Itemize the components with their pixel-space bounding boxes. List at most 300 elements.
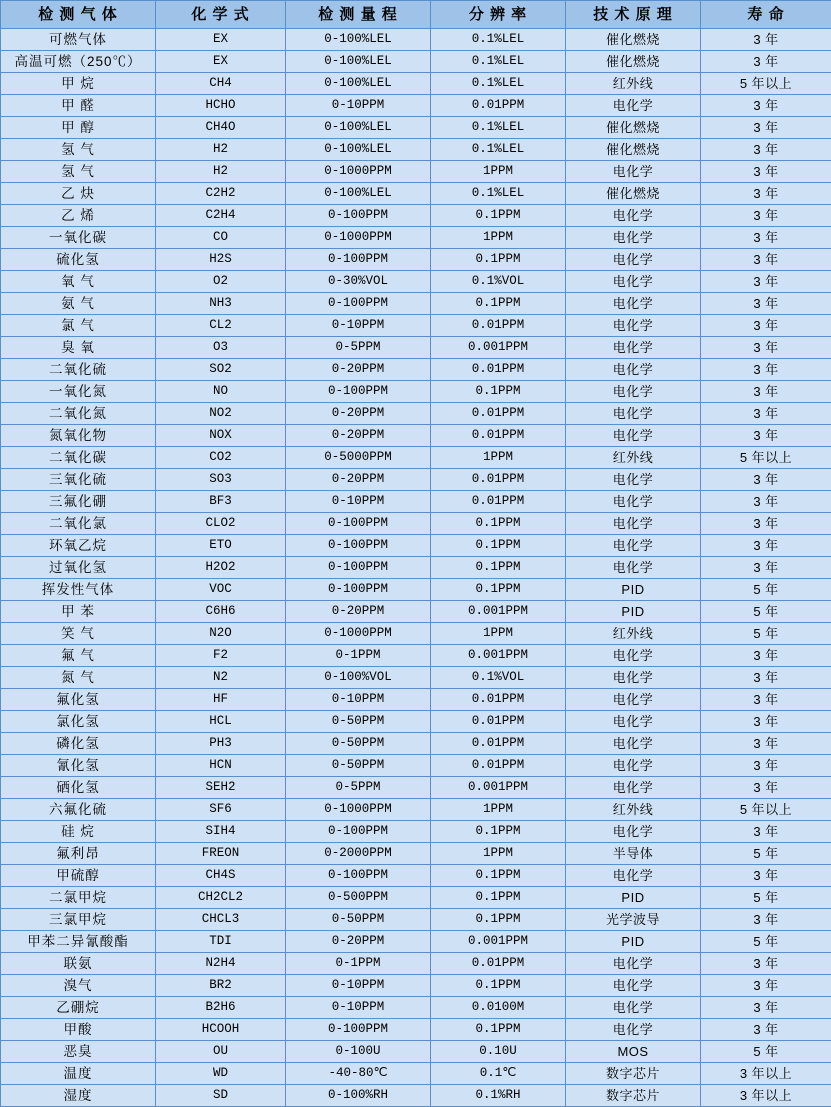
cell-technology: 电化学 — [566, 227, 701, 249]
cell-range: 0-100%RH — [286, 1085, 431, 1107]
cell-lifetime: 3 年 — [701, 975, 831, 997]
cell-gas: 氰化氢 — [1, 755, 156, 777]
cell-formula: BR2 — [156, 975, 286, 997]
cell-gas: 氟 气 — [1, 645, 156, 667]
cell-technology: 电化学 — [566, 293, 701, 315]
cell-gas: 乙 烯 — [1, 205, 156, 227]
cell-lifetime: 3 年 — [701, 337, 831, 359]
cell-resolution: 0.01PPM — [431, 359, 566, 381]
cell-formula: N2H4 — [156, 953, 286, 975]
cell-formula: BF3 — [156, 491, 286, 513]
cell-resolution: 0.1PPM — [431, 205, 566, 227]
cell-range: 0-10PPM — [286, 689, 431, 711]
cell-range: 0-500PPM — [286, 887, 431, 909]
cell-technology: 电化学 — [566, 535, 701, 557]
table-row — [1, 755, 831, 777]
cell-lifetime: 3 年 — [701, 381, 831, 403]
cell-range: 0-5PPM — [286, 777, 431, 799]
cell-gas: 氟化氢 — [1, 689, 156, 711]
cell-lifetime: 5 年 — [701, 623, 831, 645]
cell-gas: 一氧化氮 — [1, 381, 156, 403]
table-row — [1, 821, 831, 843]
cell-lifetime: 3 年 — [701, 645, 831, 667]
table-row — [1, 865, 831, 887]
cell-gas: 笑 气 — [1, 623, 156, 645]
cell-gas: 环氧乙烷 — [1, 535, 156, 557]
cell-technology: 电化学 — [566, 469, 701, 491]
cell-formula: NH3 — [156, 293, 286, 315]
cell-formula: SEH2 — [156, 777, 286, 799]
cell-technology: 数字芯片 — [566, 1063, 701, 1085]
cell-lifetime: 3 年 — [701, 139, 831, 161]
cell-technology: 红外线 — [566, 799, 701, 821]
cell-resolution: 0.1%LEL — [431, 51, 566, 73]
column-header-lifetime: 寿 命 — [701, 1, 831, 29]
cell-formula: CO2 — [156, 447, 286, 469]
cell-lifetime: 3 年 — [701, 491, 831, 513]
table-row — [1, 579, 831, 601]
cell-resolution: 0.1PPM — [431, 975, 566, 997]
cell-resolution: 0.10U — [431, 1041, 566, 1063]
cell-formula: CLO2 — [156, 513, 286, 535]
cell-gas: 氨 气 — [1, 293, 156, 315]
cell-lifetime: 5 年 — [701, 887, 831, 909]
cell-technology: PID — [566, 579, 701, 601]
cell-lifetime: 3 年 — [701, 667, 831, 689]
cell-resolution: 0.001PPM — [431, 601, 566, 623]
cell-formula: H2S — [156, 249, 286, 271]
table-row — [1, 29, 831, 51]
cell-gas: 甲硫醇 — [1, 865, 156, 887]
cell-gas: 氮 气 — [1, 667, 156, 689]
cell-technology: 电化学 — [566, 667, 701, 689]
cell-gas: 氯化氢 — [1, 711, 156, 733]
cell-technology: 电化学 — [566, 403, 701, 425]
table-row — [1, 469, 831, 491]
cell-gas: 溴气 — [1, 975, 156, 997]
table-row — [1, 953, 831, 975]
cell-formula: C2H4 — [156, 205, 286, 227]
cell-gas: 氯 气 — [1, 315, 156, 337]
table-row — [1, 535, 831, 557]
table-row — [1, 623, 831, 645]
table-row — [1, 931, 831, 953]
cell-formula: HCL — [156, 711, 286, 733]
cell-resolution: 0.0100M — [431, 997, 566, 1019]
cell-range: 0-1PPM — [286, 953, 431, 975]
cell-gas: 甲 醛 — [1, 95, 156, 117]
table-row — [1, 997, 831, 1019]
cell-technology: 红外线 — [566, 447, 701, 469]
cell-technology: 电化学 — [566, 161, 701, 183]
cell-lifetime: 5 年 — [701, 931, 831, 953]
cell-resolution: 0.1PPM — [431, 557, 566, 579]
cell-technology: 电化学 — [566, 513, 701, 535]
table-row — [1, 909, 831, 931]
cell-gas: 高温可燃（250℃） — [1, 51, 156, 73]
cell-formula: N2 — [156, 667, 286, 689]
table-row — [1, 843, 831, 865]
cell-lifetime: 3 年 — [701, 227, 831, 249]
cell-formula: VOC — [156, 579, 286, 601]
table-row — [1, 1085, 831, 1107]
cell-gas: 一氧化碳 — [1, 227, 156, 249]
cell-technology: MOS — [566, 1041, 701, 1063]
cell-range: 0-100PPM — [286, 381, 431, 403]
cell-technology: PID — [566, 601, 701, 623]
table-row — [1, 381, 831, 403]
table-row — [1, 117, 831, 139]
table-row — [1, 271, 831, 293]
cell-gas: 二氯甲烷 — [1, 887, 156, 909]
cell-resolution: 0.1PPM — [431, 249, 566, 271]
cell-formula: SF6 — [156, 799, 286, 821]
cell-lifetime: 3 年 — [701, 403, 831, 425]
cell-technology: 电化学 — [566, 271, 701, 293]
cell-technology: 光学波导 — [566, 909, 701, 931]
cell-technology: 电化学 — [566, 645, 701, 667]
table-header-row — [1, 1, 831, 29]
cell-formula: H2 — [156, 161, 286, 183]
cell-technology: PID — [566, 931, 701, 953]
table-row — [1, 359, 831, 381]
cell-range: 0-1000PPM — [286, 227, 431, 249]
cell-formula: SO3 — [156, 469, 286, 491]
table-row — [1, 887, 831, 909]
table-row — [1, 601, 831, 623]
cell-technology: 电化学 — [566, 865, 701, 887]
cell-range: -40-80℃ — [286, 1063, 431, 1085]
cell-range: 0-100PPM — [286, 293, 431, 315]
cell-resolution: 0.01PPM — [431, 953, 566, 975]
cell-technology: 电化学 — [566, 777, 701, 799]
cell-lifetime: 3 年 — [701, 95, 831, 117]
cell-gas: 硅 烷 — [1, 821, 156, 843]
cell-formula: CH4 — [156, 73, 286, 95]
cell-formula: HCN — [156, 755, 286, 777]
cell-formula: HF — [156, 689, 286, 711]
cell-gas: 温度 — [1, 1063, 156, 1085]
cell-lifetime: 3 年 — [701, 557, 831, 579]
cell-formula: CHCL3 — [156, 909, 286, 931]
table-row — [1, 645, 831, 667]
table-body — [1, 29, 831, 1107]
table-row — [1, 1019, 831, 1041]
cell-technology: 电化学 — [566, 557, 701, 579]
cell-lifetime: 3 年 — [701, 293, 831, 315]
cell-lifetime: 3 年 — [701, 1019, 831, 1041]
cell-lifetime: 3 年 — [701, 953, 831, 975]
cell-resolution: 0.1PPM — [431, 887, 566, 909]
cell-range: 0-10PPM — [286, 975, 431, 997]
cell-lifetime: 5 年 — [701, 579, 831, 601]
cell-formula: TDI — [156, 931, 286, 953]
column-header-gas: 检 测 气 体 — [1, 1, 156, 29]
cell-formula: O3 — [156, 337, 286, 359]
cell-range: 0-2000PPM — [286, 843, 431, 865]
cell-lifetime: 3 年 — [701, 359, 831, 381]
cell-range: 0-10PPM — [286, 95, 431, 117]
table-row — [1, 337, 831, 359]
cell-resolution: 0.1%LEL — [431, 117, 566, 139]
cell-resolution: 0.1PPM — [431, 293, 566, 315]
cell-range: 0-100PPM — [286, 513, 431, 535]
cell-formula: HCOOH — [156, 1019, 286, 1041]
table-row — [1, 183, 831, 205]
column-header-range: 检 测 量 程 — [286, 1, 431, 29]
cell-range: 0-100PPM — [286, 535, 431, 557]
cell-lifetime: 3 年 — [701, 755, 831, 777]
cell-gas: 乙 炔 — [1, 183, 156, 205]
cell-resolution: 0.1%LEL — [431, 29, 566, 51]
cell-gas: 恶臭 — [1, 1041, 156, 1063]
table-row — [1, 689, 831, 711]
cell-lifetime: 3 年 — [701, 205, 831, 227]
cell-formula: CH4O — [156, 117, 286, 139]
cell-lifetime: 3 年以上 — [701, 1063, 831, 1085]
cell-resolution: 0.001PPM — [431, 777, 566, 799]
cell-technology: 电化学 — [566, 689, 701, 711]
cell-lifetime: 3 年 — [701, 513, 831, 535]
table-row — [1, 403, 831, 425]
cell-technology: 电化学 — [566, 381, 701, 403]
cell-gas: 甲酸 — [1, 1019, 156, 1041]
table-header — [1, 1, 831, 29]
column-header-formula: 化 学 式 — [156, 1, 286, 29]
cell-lifetime: 5 年以上 — [701, 799, 831, 821]
cell-technology: 催化燃烧 — [566, 29, 701, 51]
cell-resolution: 0.01PPM — [431, 491, 566, 513]
cell-range: 0-50PPM — [286, 711, 431, 733]
cell-resolution: 0.1PPM — [431, 1019, 566, 1041]
cell-gas: 过氧化氢 — [1, 557, 156, 579]
table-row — [1, 513, 831, 535]
cell-lifetime: 5 年以上 — [701, 73, 831, 95]
cell-technology: 红外线 — [566, 73, 701, 95]
table-row — [1, 1063, 831, 1085]
cell-resolution: 0.1PPM — [431, 865, 566, 887]
cell-technology: 电化学 — [566, 821, 701, 843]
table-row — [1, 1041, 831, 1063]
cell-resolution: 0.01PPM — [431, 95, 566, 117]
cell-range: 0-30%VOL — [286, 271, 431, 293]
cell-gas: 二氧化碳 — [1, 447, 156, 469]
cell-lifetime: 5 年以上 — [701, 447, 831, 469]
cell-lifetime: 3 年 — [701, 535, 831, 557]
cell-resolution: 0.1%VOL — [431, 271, 566, 293]
cell-resolution: 0.1%LEL — [431, 73, 566, 95]
cell-gas: 挥发性气体 — [1, 579, 156, 601]
cell-range: 0-100%LEL — [286, 183, 431, 205]
cell-range: 0-1PPM — [286, 645, 431, 667]
cell-gas: 氢 气 — [1, 161, 156, 183]
cell-gas: 氧 气 — [1, 271, 156, 293]
cell-lifetime: 3 年 — [701, 249, 831, 271]
cell-gas: 氟利昂 — [1, 843, 156, 865]
cell-technology: 电化学 — [566, 95, 701, 117]
cell-gas: 臭 氧 — [1, 337, 156, 359]
table-row — [1, 205, 831, 227]
cell-range: 0-100U — [286, 1041, 431, 1063]
cell-range: 0-100%LEL — [286, 139, 431, 161]
cell-resolution: 0.001PPM — [431, 931, 566, 953]
cell-resolution: 1PPM — [431, 843, 566, 865]
cell-range: 0-5PPM — [286, 337, 431, 359]
cell-gas: 甲 烷 — [1, 73, 156, 95]
cell-formula: NOX — [156, 425, 286, 447]
cell-technology: 催化燃烧 — [566, 117, 701, 139]
cell-formula: HCHO — [156, 95, 286, 117]
cell-range: 0-20PPM — [286, 601, 431, 623]
cell-resolution: 0.1PPM — [431, 513, 566, 535]
cell-gas: 二氧化氮 — [1, 403, 156, 425]
cell-lifetime: 3 年 — [701, 711, 831, 733]
cell-lifetime: 3 年以上 — [701, 1085, 831, 1107]
cell-technology: 电化学 — [566, 953, 701, 975]
cell-technology: 电化学 — [566, 997, 701, 1019]
table-row — [1, 293, 831, 315]
cell-technology: 红外线 — [566, 623, 701, 645]
cell-technology: 电化学 — [566, 755, 701, 777]
cell-technology: 数字芯片 — [566, 1085, 701, 1107]
cell-resolution: 1PPM — [431, 447, 566, 469]
cell-range: 0-20PPM — [286, 931, 431, 953]
cell-gas: 硫化氢 — [1, 249, 156, 271]
cell-technology: 催化燃烧 — [566, 183, 701, 205]
cell-lifetime: 5 年 — [701, 843, 831, 865]
table-row — [1, 95, 831, 117]
table-row — [1, 711, 831, 733]
cell-formula: SIH4 — [156, 821, 286, 843]
cell-resolution: 0.01PPM — [431, 425, 566, 447]
table-row — [1, 491, 831, 513]
table-row — [1, 777, 831, 799]
cell-gas: 三氯甲烷 — [1, 909, 156, 931]
cell-formula: FREON — [156, 843, 286, 865]
cell-gas: 三氧化硫 — [1, 469, 156, 491]
cell-formula: PH3 — [156, 733, 286, 755]
cell-formula: OU — [156, 1041, 286, 1063]
cell-range: 0-5000PPM — [286, 447, 431, 469]
cell-resolution: 0.1PPM — [431, 909, 566, 931]
cell-resolution: 0.01PPM — [431, 711, 566, 733]
cell-gas: 氮氧化物 — [1, 425, 156, 447]
cell-lifetime: 3 年 — [701, 271, 831, 293]
column-header-technology: 技 术 原 理 — [566, 1, 701, 29]
cell-lifetime: 3 年 — [701, 469, 831, 491]
cell-formula: O2 — [156, 271, 286, 293]
cell-range: 0-20PPM — [286, 403, 431, 425]
cell-formula: H2 — [156, 139, 286, 161]
cell-resolution: 0.1%RH — [431, 1085, 566, 1107]
cell-gas: 二氧化氯 — [1, 513, 156, 535]
cell-lifetime: 3 年 — [701, 865, 831, 887]
cell-formula: CH2CL2 — [156, 887, 286, 909]
cell-gas: 三氟化硼 — [1, 491, 156, 513]
table-row — [1, 557, 831, 579]
cell-formula: EX — [156, 29, 286, 51]
table-row — [1, 139, 831, 161]
cell-lifetime: 3 年 — [701, 689, 831, 711]
cell-resolution: 0.1PPM — [431, 579, 566, 601]
cell-gas: 可燃气体 — [1, 29, 156, 51]
cell-range: 0-100PPM — [286, 557, 431, 579]
table-row — [1, 447, 831, 469]
cell-technology: 电化学 — [566, 249, 701, 271]
cell-range: 0-1000PPM — [286, 161, 431, 183]
cell-range: 0-20PPM — [286, 359, 431, 381]
cell-formula: CH4S — [156, 865, 286, 887]
cell-gas: 甲 醇 — [1, 117, 156, 139]
cell-gas: 二氧化硫 — [1, 359, 156, 381]
cell-gas: 联氨 — [1, 953, 156, 975]
cell-range: 0-20PPM — [286, 425, 431, 447]
cell-resolution: 0.01PPM — [431, 755, 566, 777]
table-row — [1, 425, 831, 447]
cell-technology: 半导体 — [566, 843, 701, 865]
cell-range: 0-50PPM — [286, 733, 431, 755]
cell-formula: C2H2 — [156, 183, 286, 205]
cell-range: 0-100PPM — [286, 249, 431, 271]
table-row — [1, 73, 831, 95]
cell-technology: 电化学 — [566, 205, 701, 227]
cell-resolution: 0.1PPM — [431, 381, 566, 403]
cell-formula: F2 — [156, 645, 286, 667]
cell-lifetime: 3 年 — [701, 51, 831, 73]
cell-lifetime: 3 年 — [701, 29, 831, 51]
cell-resolution: 0.01PPM — [431, 469, 566, 491]
cell-range: 0-100%LEL — [286, 117, 431, 139]
cell-lifetime: 3 年 — [701, 909, 831, 931]
cell-resolution: 0.01PPM — [431, 733, 566, 755]
cell-technology: 电化学 — [566, 425, 701, 447]
cell-formula: SD — [156, 1085, 286, 1107]
cell-range: 0-1000PPM — [286, 799, 431, 821]
column-header-resolution: 分 辨 率 — [431, 1, 566, 29]
cell-technology: 电化学 — [566, 733, 701, 755]
cell-resolution: 0.1PPM — [431, 535, 566, 557]
cell-technology: 电化学 — [566, 337, 701, 359]
table-row — [1, 315, 831, 337]
cell-lifetime: 3 年 — [701, 117, 831, 139]
table-row — [1, 667, 831, 689]
table-row — [1, 161, 831, 183]
cell-range: 0-100PPM — [286, 1019, 431, 1041]
cell-resolution: 1PPM — [431, 161, 566, 183]
cell-resolution: 0.01PPM — [431, 403, 566, 425]
cell-formula: NO2 — [156, 403, 286, 425]
cell-lifetime: 3 年 — [701, 315, 831, 337]
cell-resolution: 0.01PPM — [431, 689, 566, 711]
cell-range: 0-10PPM — [286, 315, 431, 337]
cell-gas: 甲苯二异氰酸酯 — [1, 931, 156, 953]
table-row — [1, 975, 831, 997]
cell-technology: 电化学 — [566, 315, 701, 337]
cell-range: 0-10PPM — [286, 491, 431, 513]
cell-lifetime: 3 年 — [701, 161, 831, 183]
cell-formula: NO — [156, 381, 286, 403]
cell-resolution: 0.01PPM — [431, 315, 566, 337]
cell-formula: B2H6 — [156, 997, 286, 1019]
cell-gas: 湿度 — [1, 1085, 156, 1107]
table-row — [1, 51, 831, 73]
cell-range: 0-1000PPM — [286, 623, 431, 645]
cell-range: 0-100%LEL — [286, 29, 431, 51]
cell-resolution: 0.1℃ — [431, 1063, 566, 1085]
cell-formula: WD — [156, 1063, 286, 1085]
cell-technology: 电化学 — [566, 975, 701, 997]
cell-range: 0-50PPM — [286, 755, 431, 777]
